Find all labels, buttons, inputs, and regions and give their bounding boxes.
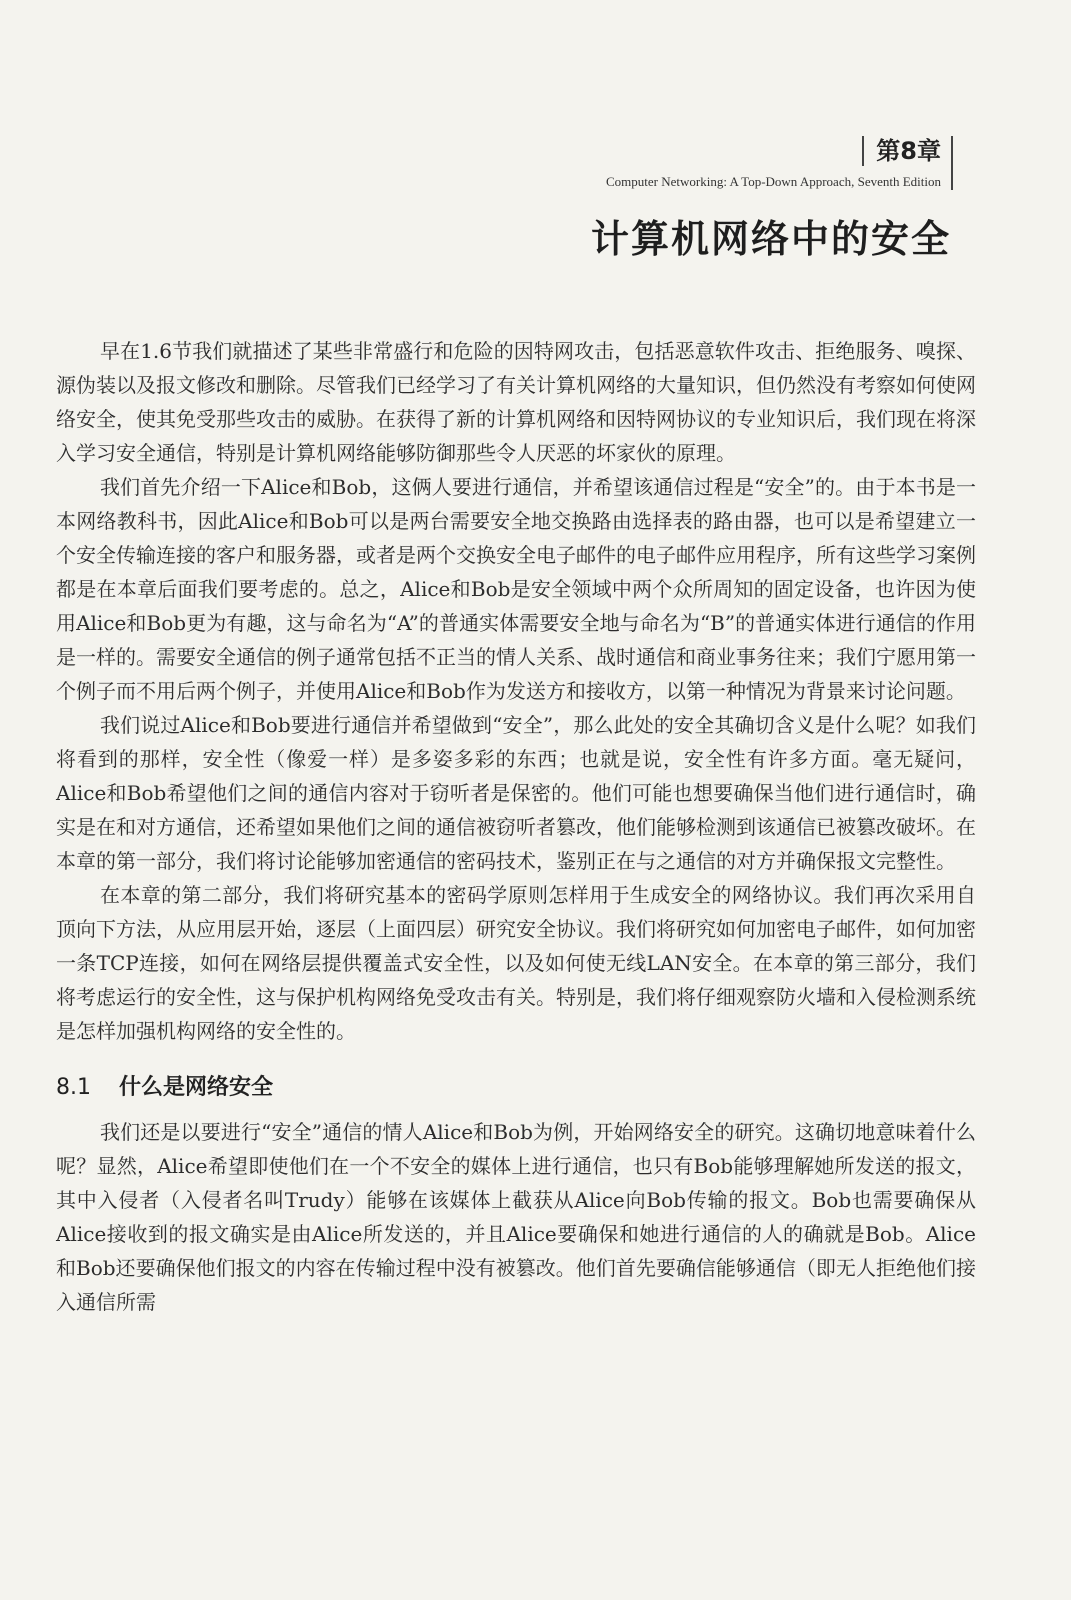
section-number: 8.1 bbox=[56, 1075, 91, 1100]
chapter-header bbox=[606, 136, 953, 190]
book-series-title: Computer Networking: A Top-Down Approach, Seventh Edition bbox=[605, 174, 941, 189]
chapter-body bbox=[56, 334, 976, 1319]
paragraph-4: 在本章的第二部分，我们将研究基本的密码学原则怎样用于生成安全的网络协议。我们再次采用自顶向下方法，从应用层开始，逐层（上面四层）研究安全协议。我们将研究如何加密电子邮件，如何加密一条TCP连接，如何在网络层提供覆盖式安全性，以及如何使无线LAN安全。在本章的第三部分，我们将考虑运行的安全性，这与保护机构网络免受攻击有关。特别是，我们将仔细观察防火墙和入侵检测系统是怎样加强机构网络的安全性的。 bbox=[56, 883, 976, 1043]
chapter-label: 第8章 bbox=[862, 136, 941, 166]
chapter-title: 计算机网络中的安全 bbox=[590, 217, 951, 261]
section-paragraph-1: 我们还是以要进行“安全”通信的情人Alice和Bob为例，开始网络安全的研究。这确切地意味着什么呢？显然，Alice希望即使他们在一个不安全的媒体上进行通信，也只有Bob能够理解她所发送的报文，其中入侵者（入侵者名叫Trudy）能够在该媒体上截获从Alice向Bob传输的报文。Bob也需要确保从Alice接收到的报文确实是由Alice所发送的，并且Alice要确保和她进行通信的人的确就是Bob。Alice和Bob还要确保他们报文的内容在传输过程中没有被篡改。他们首先要确信能够通信（即无人拒绝他们接入通信所需 bbox=[56, 1120, 976, 1314]
section-title: 什么是网络安全 bbox=[119, 1075, 274, 1100]
section-heading bbox=[56, 1070, 976, 1101]
paragraph-2: 我们首先介绍一下Alice和Bob，这俩人要进行通信，并希望该通信过程是“安全”的。由于本书是一本网络教科书，因此Alice和Bob可以是两台需要安全地交换路由选择表的路由器，也可以是希望建立一个安全传输连接的客户和服务器，或者是两个交换安全电子邮件的电子邮件应用程序，所有这些学习案例都是在本章后面我们要考虑的。总之，Alice和Bob是安全领域中两个众所周知的固定设备，也许因为使用Alice和Bob更为有趣，这与命名为“A”的普通实体需要安全地与命名为“B”的普通实体进行通信的作用是一样的。需要安全通信的例子通常包括不正当的情人关系、战时通信和商业事务往来；我们宁愿用第一个例子而不用后两个例子，并使用Alice和Bob作为发送方和接收方，以第一种情况为背景来讨论问题。 bbox=[56, 475, 976, 703]
paragraph-1: 早在1.6节我们就描述了某些非常盛行和危险的因特网攻击，包括恶意软件攻击、拒绝服务、嗅探、源伪装以及报文修改和删除。尽管我们已经学习了有关计算机网络的大量知识，但仍然没有考察如何使网络安全，使其免受那些攻击的威胁。在获得了新的计算机网络和因特网协议的专业知识后，我们现在将深入学习安全通信，特别是计算机网络能够防御那些令人厌恶的坏家伙的原理。 bbox=[56, 339, 976, 465]
paragraph-3: 我们说过Alice和Bob要进行通信并希望做到“安全”，那么此处的安全其确切含义是什么呢？如我们将看到的那样，安全性（像爱一样）是多姿多彩的东西；也就是说，安全性有许多方面。毫无疑问，Alice和Bob希望他们之间的通信内容对于窃听者是保密的。他们可能也想要确保当他们进行通信时，确实是在和对方通信，还希望如果他们之间的通信被窃听者篡改，他们能够检测到该通信已被篡改破坏。在本章的第一部分，我们将讨论能够加密通信的密码技术，鉴别正在与之通信的对方并确保报文完整性。 bbox=[56, 713, 976, 873]
